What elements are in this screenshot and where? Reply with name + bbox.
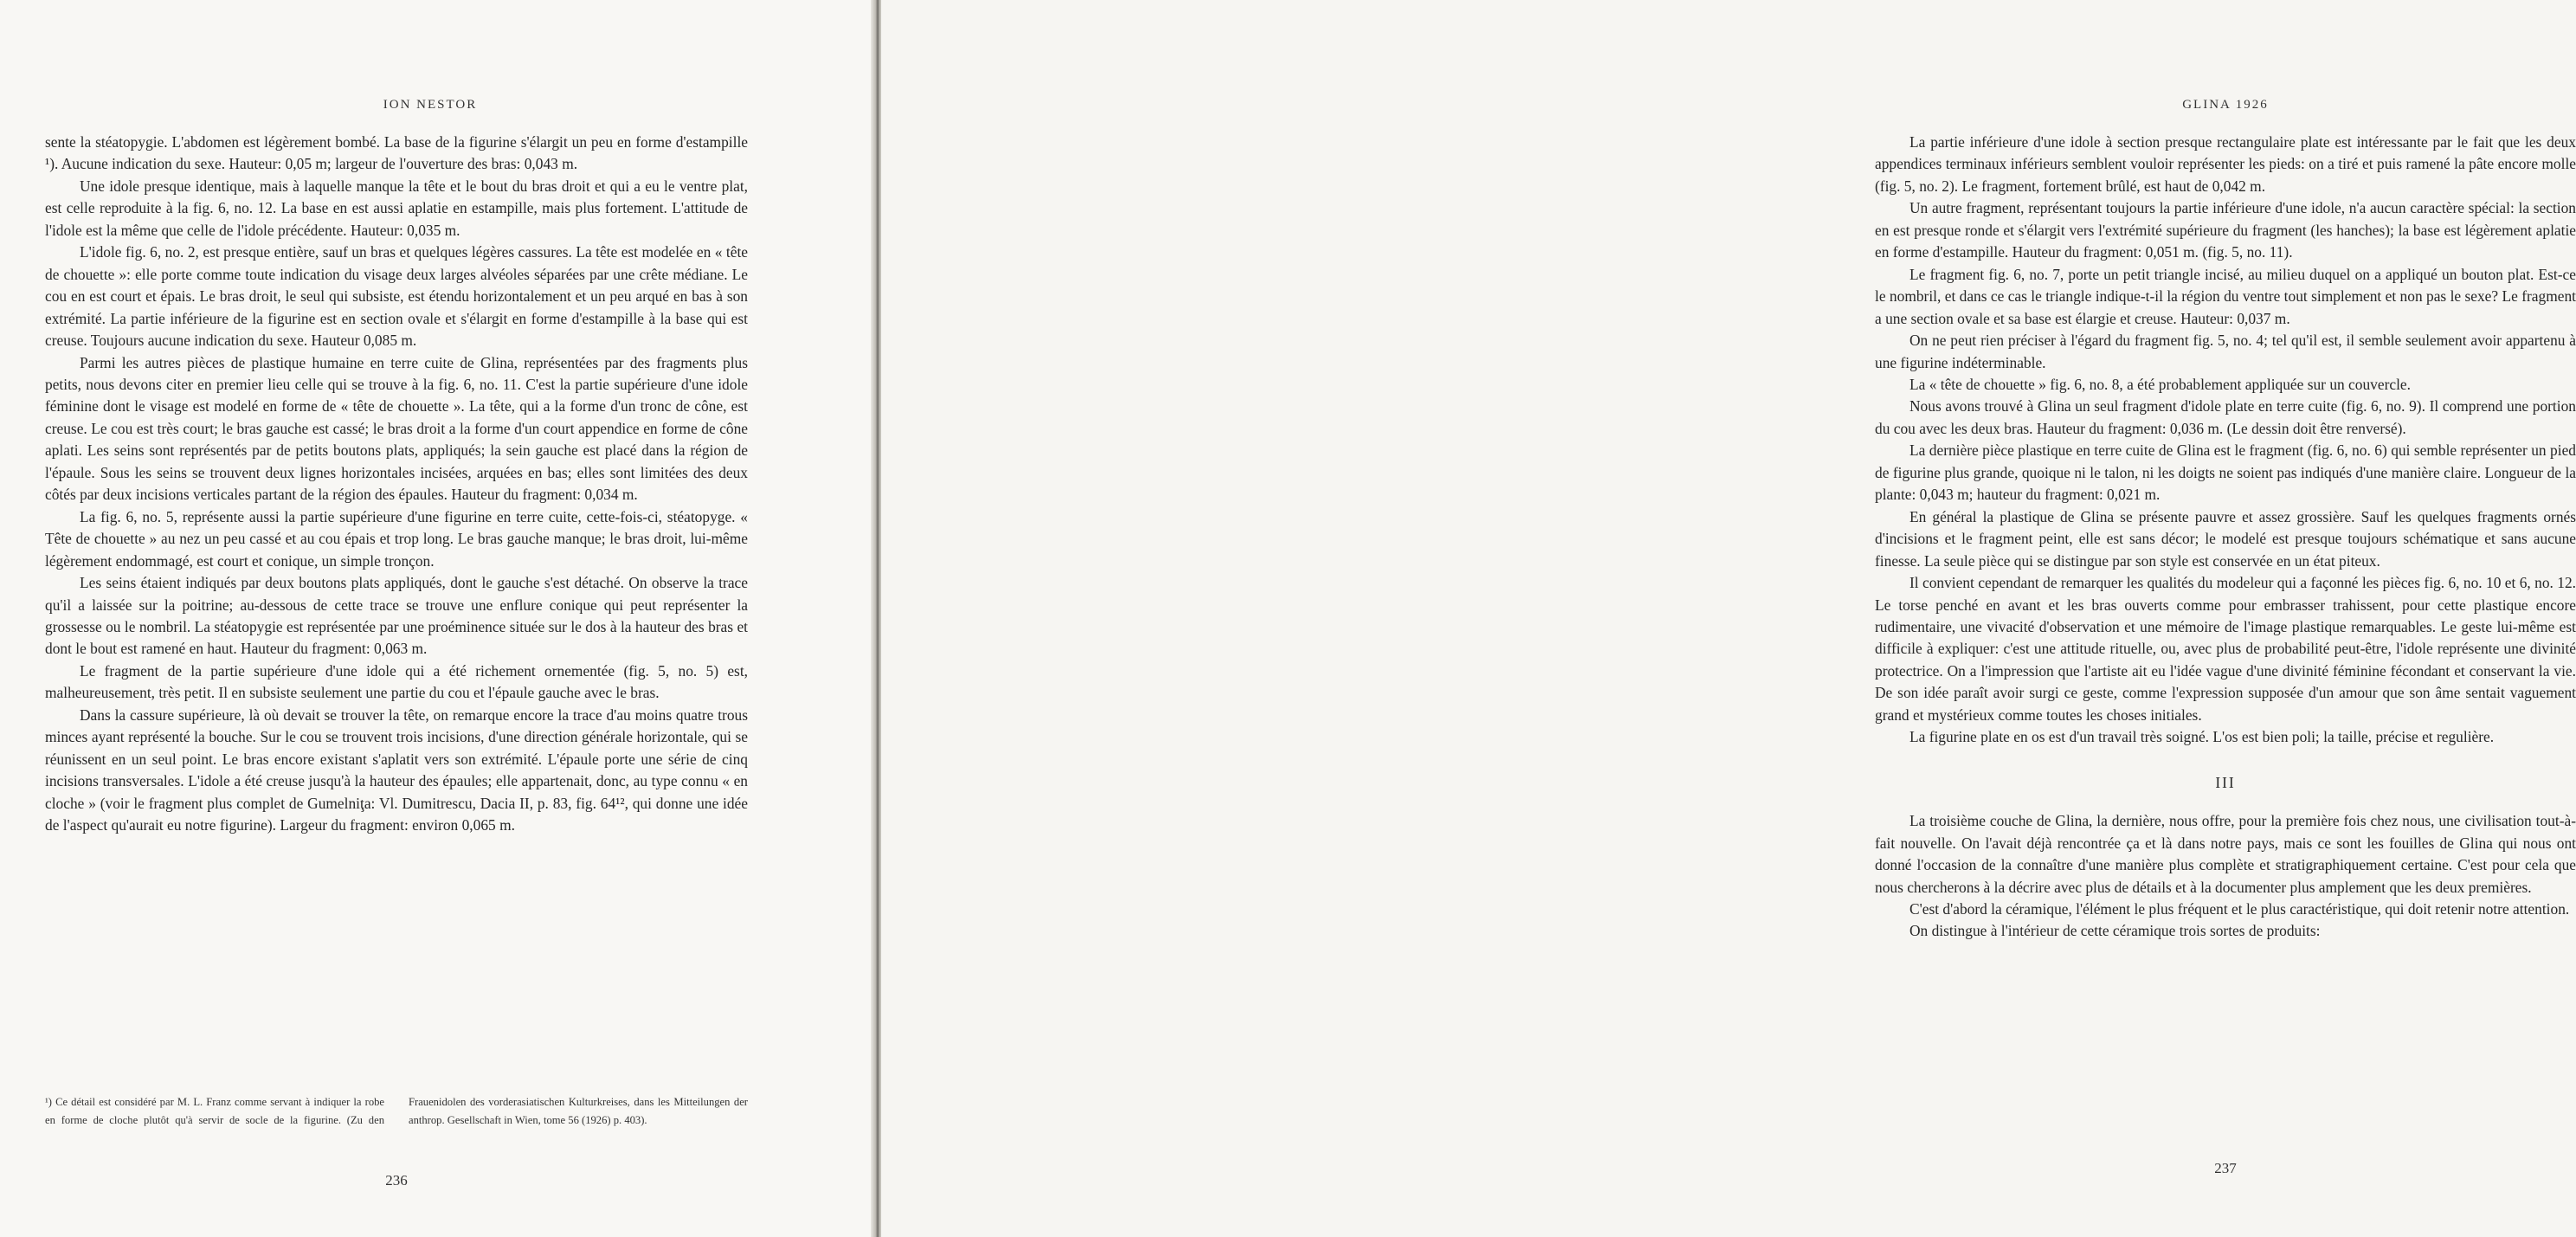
right-page [881,0,2576,1237]
running-head-left: ION NESTOR [383,98,478,112]
running-head-right: GLINA 1926 [2182,98,2269,112]
paragraph: Nous avons trouvé à Glina un seul fragment d'idole plate en terre cuite (fig. 6, no. 9). Il comprend une portion du cou avec les deux bras. Hauteur du fragment: 0,036 m. (Le dessin doit être renversé). [1875,397,2576,437]
section-heading: III [2215,773,2236,791]
paragraph: Dans la cassure supérieure, là où devait se trouver la tête, on remarque encore la trace d'au moins quatre trous minces ayant représenté la bouche. Sur le cou se trouvent trois incisions, d'une direction générale horizontale, qui se réunissent en un seul point. Le bras encore existant s'aplatit vers son extrémité. L'épaule porte une série de cinq incisions transversales. L'idole a été creuse jusqu'à la hauteur des épaules; elle appartenait, donc, au type connu « en cloche » (voir le fragment plus complet de Gumelniţa: Vl. Dumitrescu, Dacia II, p. 83, fig. 64¹², qui donne une idée de l'aspect qu'aurait eu notre figurine). Largeur du fragment: environ 0,065 m. [45,705,748,834]
paragraph: La troisième couche de Glina, la dernière, nous offre, pour la première fois chez nous, une civilisation tout-à-fait nouvelle. On l'avait déjà rencontrée ça et là dans notre pays, mais ce sont les fouilles de Glina qui nous ont donné l'occasion de la connaître d'une manière plus complète et stratigraphiquement certaine. C'est pour cela que nous chercherons à la décrire avec plus de détails et à la documenter plus amplement que les deux premières. [1875,812,2576,896]
paragraph: Les seins étaient indiqués par deux boutons plats appliqués, dont le gauche s'est détaché. On observe la trace qu'il a laissée sur la poitrine; au-dessous de cette trace se trouve une enflure conique qui peut représenter la grossesse ou le nombril. La stéatopygie est représentée par une proéminence située sur le dos à la hauteur des bras et dont le bout est ramené en haut. Hauteur du fragment: 0,063 m. [45,574,748,658]
footnote: ¹) Ce détail est considéré par M. L. Franz comme servant à indiquer la robe en forme de cloche plutôt qu'à servir de socle de la figurine. (Zu den Frauenidolen des vorderasiatischen Kulturkreises, dans les Mitteilungen der anthrop. Gesellschaft in Wien, tome 56 (1926) p. 403). [45,1096,748,1126]
paragraph: Parmi les autres pièces de plastique humaine en terre cuite de Glina, représentées par des fragments plus petits, nous devons citer en premier lieu celle qui se trouve à la fig. 6, no. 11. C'est la partie supérieure d'une idole féminine dont le visage est modelé en forme de « tête de chouette ». La tête, qui a la forme d'un tronc de cône, est creuse. Le cou est très court; le bras gauche est cassé; le bras droit a la forme d'un court appendice en forme de cône aplati. Les seins sont représentés par de petits boutons plats, appliqués; la sein gauche est placé dans la région de l'épaule. Sous les seins se trouvent deux lignes horizontales incisées, arquées en bas; elles sont limitées des deux côtés par deux incisions verticales partant de la région des épaules. Hauteur du fragment: 0,034 m. [45,353,748,504]
paragraph: C'est d'abord la céramique, l'élément le plus fréquent et le plus caractéristique, qui doit retenir notre attention. [1909,899,2570,918]
page-number-left: 236 [385,1172,408,1189]
paragraph: La fig. 6, no. 5, représente aussi la partie supérieure d'une figurine en terre cuite, cette-fois-ci, stéatopyge. « Tête de chouette » au nez un peu cassé et au cou épais et trop long. Le bras gauche manque; le bras droit, lui-même légèrement endommagé, est court et conique, un simple tronçon. [45,507,748,570]
paragraph: On distingue à l'intérieur de cette céramique trois sortes de produits: [1909,922,2321,940]
paragraph: La partie inférieure d'une idole à section presque rectangulaire plate est intéressante par le fait que les deux appendices terminaux inférieurs semblent vouloir représenter les pieds: on a tiré et puis ramené la pâte encore molle (fig. 5, no. 2). Le fragment, fortement brûlé, est haut de 0,042 m. [1875,133,2576,195]
paragraph: La « tête de chouette » fig. 6, no. 8, a été probablement appliquée sur un couvercle. [1909,375,2411,393]
paragraph: Un autre fragment, représentant toujours la partie inférieure d'une idole, n'a aucun caractère spécial: la section en est presque ronde et s'élargit vers l'extrémité supérieure du fragment (les hanches); la base est légèrement aplatie en forme d'estampille. Hauteur du fragment: 0,051 m. (fig. 5, no. 11). [1875,199,2576,261]
paragraph: L'idole fig. 6, no. 2, est presque entière, sauf un bras et quelques légères cassures. La tête est modelée en « tête de chouette »: elle porte comme toute indication du visage deux larges alvéoles séparées par une crête médiane. Le cou en est court et épais. Le bras droit, le seul qui subsiste, est étendu horizontalement et un peu arqué en bas à son extrémité. La partie inférieure de la figurine est en section ovale et s'élargit en forme d'estampille à la base qui est creuse. Toujours aucune indication du sexe. Hauteur 0,085 m. [45,243,748,350]
page-number-right: 237 [2214,1160,2237,1176]
paragraph: Il convient cependant de remarquer les qualités du modeleur qui a façonné les pièces fig. 6, no. 10 et 6, no. 12. Le torse penché en avant et les bras ouverts comme pour embrasser trahissent, pour cette plastique encore rudimentaire, une vivacité d'observation et une mémoire de l'image plastique remarquables. Le geste lui-même est difficile à expliquer: c'est une attitude rituelle, ou, avec plus de probabilité peut-être, l'idole représente une divinité protectrice. On a l'impression que l'artiste ait eu l'idée vague d'une divinité féminine fécondant et conservant la vie. De son idée paraît avoir surgi ce geste, comme l'expression supposée d'un amour que son âme sentait vaguement grand et mystérieux comme toutes les choses initiales. [1875,574,2576,724]
paragraph: Le fragment de la partie supérieure d'une idole qui a été richement ornementée (fig. 5, no. 5) est, malheureusement, très petit. Il en subsiste seulement une partie du cou et l'épaule gauche avec le bras. [45,661,748,702]
left-page-body [45,132,748,837]
paragraph: En général la plastique de Glina se présente pauvre et assez grossière. Sauf les quelques fragments ornés d'incisions et le fragment peint, elle est sans décor; le modelé est presque toujours schématique et sans aucune finesse. La seule pièce qui se distingue par son style est conservée en un état piteux. [1875,507,2576,570]
paragraph: La dernière pièce plastique en terre cuite de Glina est le fragment (fig. 6, no. 6) qui semble représenter un pied de figurine plus grande, quoique ni le talon, ni les doigts ne soient pas indiqués d'une manière claire. Longueur de la plante: 0,043 m; hauteur du fragment: 0,021 m. [1875,441,2576,504]
paragraph: La figurine plate en os est d'un travail très soigné. L'os est bien poli; la taille, précise et regulière. [1909,728,2495,746]
paragraph: sente la stéatopygie. L'abdomen est légèrement bombé. La base de la figurine s'élargit un peu en forme d'estampille ¹). Aucune indication du sexe. Hauteur: 0,05 m; largeur de l'ouverture des bras: 0,043 m. [45,133,748,173]
paragraph: On ne peut rien préciser à l'égard du fragment fig. 5, no. 4; tel qu'il est, il semble seulement avoir appartenu à une figurine indéterminable. [1875,332,2576,371]
right-page-body [1875,132,2576,943]
paragraph: Une idole presque identique, mais à laquelle manque la tête et le bout du bras droit et qui a eu le ventre plat, est celle reproduite à la fig. 6, no. 12. La base en est aussi aplatie en estampille, mais plus fortement. L'attitude de l'idole est la même que celle de l'idole précédente. Hauteur: 0,035 m. [45,177,748,239]
paragraph: Le fragment fig. 6, no. 7, porte un petit triangle incisé, au milieu duquel on a appliqué un bouton plat. Est-ce le nombril, et dans ce cas le triangle indique-t-il la région du ventre tout simplement et non pas le sexe? Le fragment a une section ovale et sa base est élargie et creuse. Hauteur: 0,037 m. [1875,265,2576,327]
left-page [0,0,874,1237]
